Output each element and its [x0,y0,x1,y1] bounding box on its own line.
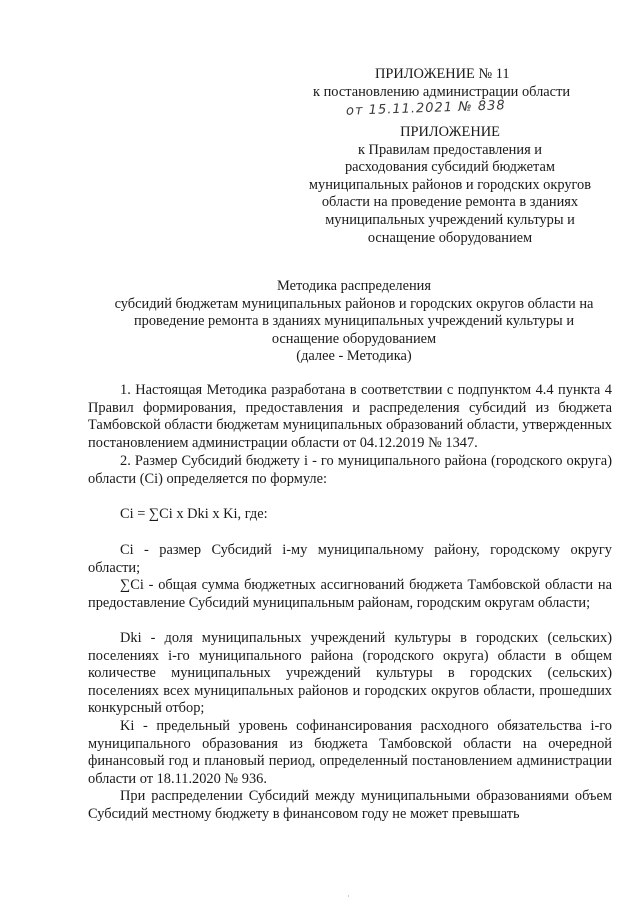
appendix-line: муниципальных районов и городских округов [308,176,592,193]
annex-title: ПРИЛОЖЕНИЕ № 11 [375,66,510,82]
appendix-line: расходования субсидий бюджетам [344,159,556,176]
method-heading [60,278,640,366]
method-title: Методика распределения [276,278,432,294]
method-line: проведение ремонта в зданиях муниципальных учреждений культуры и [133,313,575,330]
paragraph-distribution: При распределении Субсидий между муниципальными образованиями объем Субсидий местному бюджету в финансовом году не может превышать [88,788,612,822]
method-line: субсидий бюджетам муниципальных районов и городских округов области на [114,295,594,312]
page-mark: · [347,892,350,901]
appendix-line: к Правилам предоставления и [357,141,543,158]
paragraph-2: 2. Размер Субсидий бюджету i - го муниципального района (городского округа) области (Ci) определяется по формуле: [88,453,612,487]
appendix-block [280,124,620,247]
paragraph-1: 1. Настоящая Методика разработана в соответствии с подпунктом 4.4 пункта 4 Правил формирования, предоставления и распределения субсидий из бюджета Тамбовской области бюджетам муниципальных образований области, утвержденных постановлением администрации области от 04.12.2019 № 1347. [88,382,612,451]
definition-sum-ci: ∑Ci - общая сумма бюджетных ассигнований бюджета Тамбовской области на предоставление Субсидий муниципальным районам, городским округам области; [88,577,612,611]
appendix-line: оснащение оборудованием [367,229,533,246]
definition-ci: Ci - размер Субсидий i-му муниципальному району, городскому округу области; [88,542,612,576]
appendix-title: ПРИЛОЖЕНИЕ [400,124,500,140]
formula: Ci = ∑Ci x Dki x Ki, где: [120,506,268,522]
handwritten-date-number: от 15.11.2021 № 838 [345,98,506,119]
annex-reference: к постановлению администрации области [313,84,571,100]
method-line: (далее - Методика) [296,348,412,365]
definition-ki: Ki - предельный уровень софинансирования расходного обязательства i-го муниципального образования из бюджета Тамбовской области на очередной финансовый год и плановый период, определенный постановлением администрации области от 18.11.2020 № 936. [88,718,612,787]
appendix-line: области на проведение ремонта в зданиях [321,194,579,211]
definition-dki: Dki - доля муниципальных учреждений культуры в городских (сельских) поселениях i-го муниципального района (городского округа) области в общем количестве муниципальных учреждений культуры в городских (сельских) поселениях всех муниципальных районов и городских округов области, прошедших конкурсный отбор; [88,630,612,717]
method-line: оснащение оборудованием [271,330,437,347]
appendix-line: муниципальных учреждений культуры и [325,211,575,228]
